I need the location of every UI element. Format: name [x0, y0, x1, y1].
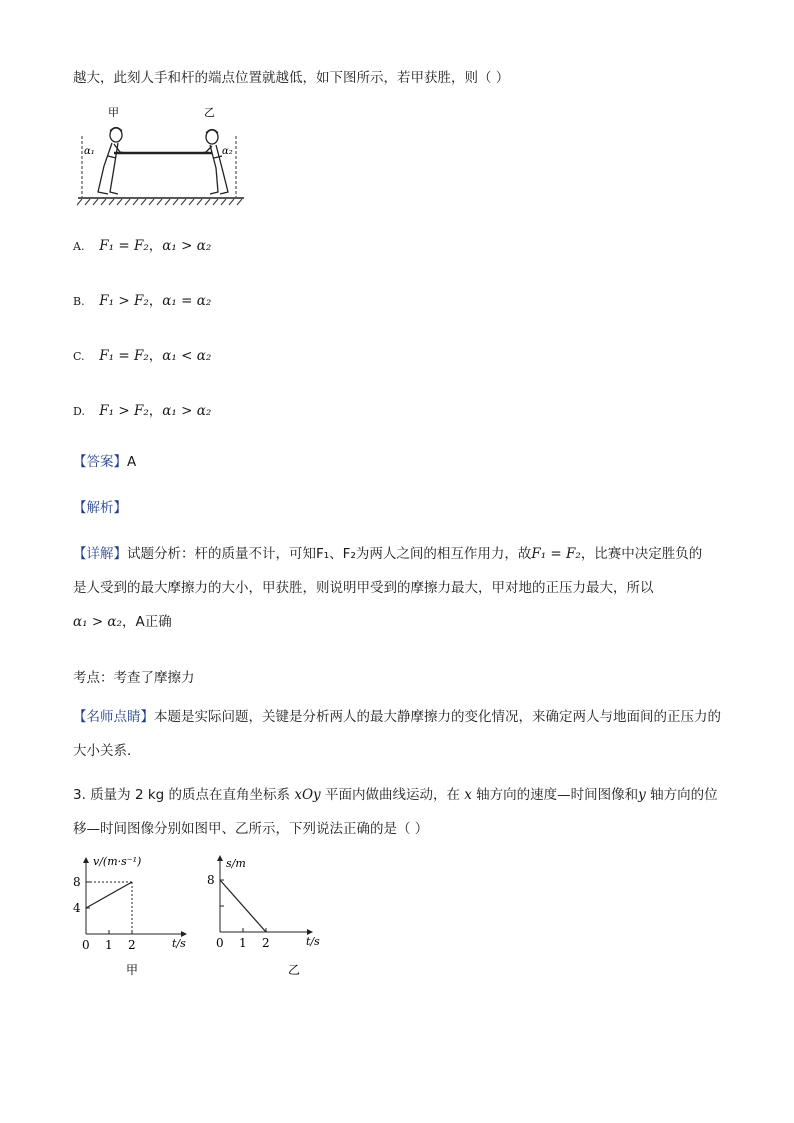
y-tick-label: 8 [73, 875, 81, 889]
right-angle-label: α₂ [222, 146, 233, 157]
detail-explanation: 【详解】试题分析：杆的质量不计，可知F₁、F₂为两人之间的相互作用力，故F₁ = F₂，比赛中决定胜负的 是人受到的最大摩擦力的大小，甲获胜，则说明甲受到的摩擦力最大，甲对地的正压力最大，所以 α₁ > α₂，A正确 [73, 546, 703, 630]
option-c[interactable]: C. F₁ = F₂，α₁ < α₂ [73, 348, 212, 364]
x-tick-label: 0 [82, 938, 90, 952]
graph-caption: 乙 [288, 963, 301, 977]
option-b[interactable]: B. F₁ > F₂，α₁ = α₂ [73, 293, 212, 309]
answer-line [73, 450, 136, 470]
y-tick-label: 4 [73, 901, 81, 915]
left-person-label: 甲 [108, 106, 119, 119]
tug-of-war-figure [74, 106, 248, 210]
option-d[interactable]: D. F₁ > F₂，α₁ > α₂ [73, 403, 212, 419]
answer-value: A [127, 454, 137, 470]
teacher-note: 【名师点睛】本题是实际问题，关键是分析两人的最大静摩擦力的变化情况，来确定两人与地面间的正压力的大小关系． [73, 709, 721, 759]
series-line [86, 882, 132, 908]
y-axis-label: v/(m·s⁻¹) [93, 855, 142, 868]
right-person-label: 乙 [204, 106, 215, 119]
option-a[interactable]: A. F₁ = F₂，α₁ > α₂ [73, 238, 212, 254]
answer-tag: 【答案】 [73, 454, 127, 470]
analysis-heading: 【解析】 [73, 500, 127, 516]
velocity-time-graph [66, 852, 196, 980]
question-stem: 越大，此刻人手和杆的端点位置就越低，如下图所示，若甲获胜，则（ ） [73, 70, 510, 86]
x-axis-label: t/s [306, 935, 320, 948]
x-tick-label: 2 [262, 936, 270, 950]
graph-caption: 甲 [126, 963, 139, 977]
y-axis-label: s/m [226, 857, 246, 870]
question3-stem: 3. 质量为 2 kg 的质点在直角坐标系 xOy 平面内做曲线运动，在 x 轴方向的速度—时间图像和y 轴方向的位 移—时间图像分别如图甲、乙所示，下列说法正确的是（ ） [73, 787, 718, 837]
series-line [220, 880, 266, 932]
left-angle-label: α₁ [84, 146, 95, 157]
x-axis-label: t/s [172, 937, 186, 950]
x-tick-label: 1 [105, 938, 113, 952]
x-tick-label: 0 [216, 936, 224, 950]
displacement-time-graph [200, 852, 330, 980]
kaodian-line: 考点：考查了摩擦力 [73, 670, 195, 686]
x-tick-label: 1 [239, 936, 247, 950]
y-tick-label: 8 [207, 873, 215, 887]
x-tick-label: 2 [128, 938, 136, 952]
